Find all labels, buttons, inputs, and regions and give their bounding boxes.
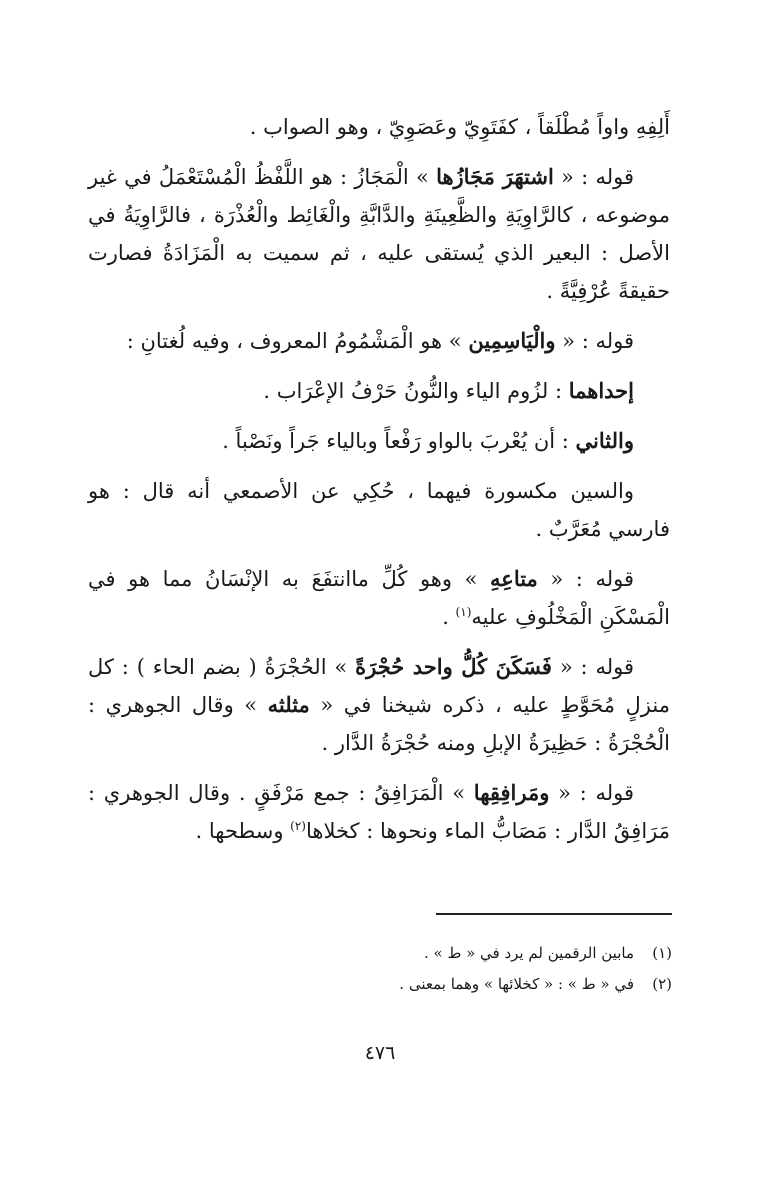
text-run: قوله : « bbox=[537, 567, 635, 591]
text-run: : لزُوم الياء والنُّونُ حَرْفُ الإعْرَاب . bbox=[263, 379, 569, 403]
footnote-ref: (٢) bbox=[290, 819, 306, 833]
text-run: » الْمَرَافِقُ : جمع مَرْفَقٍ . وقال الجوهري : مَرَافِقُ الدَّار : مَصَابُّ الماء ونحوها : كخلاها bbox=[88, 781, 670, 843]
paragraph bbox=[88, 648, 670, 762]
paragraph bbox=[88, 158, 670, 310]
page-number: ٤٧٦ bbox=[364, 1042, 396, 1064]
headword: إحداهما bbox=[568, 378, 634, 403]
footnote bbox=[90, 938, 672, 969]
headword: والثاني bbox=[575, 428, 634, 453]
text-run: » هو الْمَشْمُومُ المعروف ، وفيه لُغتانِ : bbox=[126, 329, 469, 353]
text-run: قوله : « bbox=[555, 329, 634, 353]
footnote-number: (٢) bbox=[652, 975, 672, 993]
paragraph bbox=[88, 774, 670, 850]
headword: فَسَكَنَ كُلُّ واحد حُجْرَةً bbox=[355, 654, 552, 679]
paragraph bbox=[88, 472, 670, 548]
headword: متاعِهِ bbox=[490, 566, 538, 591]
footnote-ref: (١) bbox=[455, 605, 472, 619]
text-run: قوله : « bbox=[549, 781, 634, 805]
footnote-number: (١) bbox=[652, 944, 672, 962]
text-run: وسطحها . bbox=[195, 819, 291, 843]
text-run: قوله : « bbox=[551, 655, 635, 679]
headword: مثلثه bbox=[267, 692, 310, 717]
paragraph bbox=[88, 422, 670, 460]
text-run: » وهو كُلِّ ماانتفَعَ به الإنْسَانُ مما هو في الْمَسْكَنِ الْمَخْلُوفِ عليه bbox=[88, 567, 670, 629]
text-run: والسين مكسورة فيهما ، حُكِي عن الأصمعي أنه قال : هو فارسي مُعَرَّبٌ . bbox=[88, 479, 670, 541]
text-run: قوله : « bbox=[553, 165, 634, 189]
paragraph bbox=[88, 372, 670, 410]
footnote-divider bbox=[436, 913, 672, 915]
text-run: » الْمَجَازُ : هو اللَّفْظُ الْمُسْتَعْمَلُ في غير موضوعه ، كالرَّاوِيَةِ والظَّعِينَةِ والدَّابَّةِ والْغَائِط والْعُذْرَة ، فالرَّاوِيَةُ في الأصل : البعير الذي يُستقى عليه ، ثم سميت به الْمَزَادَةُ فصارت حقيقةً عُرْفِيَّةً . bbox=[88, 165, 670, 303]
paragraph bbox=[88, 322, 670, 360]
footnote bbox=[90, 969, 672, 1000]
text-run: أَلِفِهِ واواً مُطْلَقاً ، كفَتَوِيّ وعَصَوِيّ ، وهو الصواب . bbox=[249, 115, 670, 139]
headword: اشتهَرَ مَجَازُها bbox=[436, 164, 554, 189]
text-run: » وقال الجوهري : الْحُجْرَةُ : حَظِيرَةُ الإبلِ ومنه حُجْرَةُ الدَّار . bbox=[88, 693, 670, 755]
headword: والْيَاسِمِين bbox=[468, 328, 556, 353]
footnotes bbox=[90, 938, 672, 1000]
text-run: » الحُجْرَةُ ( بضم الحاء ) : كل منزلٍ مُحَوَّطٍ عليه ، ذكره شيخنا في « bbox=[88, 655, 670, 717]
footnote-text: مابين الرقمين لم يرد في « ط » . bbox=[423, 944, 634, 962]
footnote-text: في « ط » : « كخلائها » وهما بمعنى . bbox=[399, 975, 634, 993]
text-run: . bbox=[442, 605, 456, 629]
paragraph bbox=[88, 560, 670, 636]
text-run: : أن يُعْربَ بالواو رَفْعاً وبالياء جَراً ونَصْباً . bbox=[222, 429, 576, 453]
page-body bbox=[88, 108, 670, 862]
paragraph bbox=[88, 108, 670, 146]
headword: ومَرافِقِها bbox=[473, 780, 550, 805]
